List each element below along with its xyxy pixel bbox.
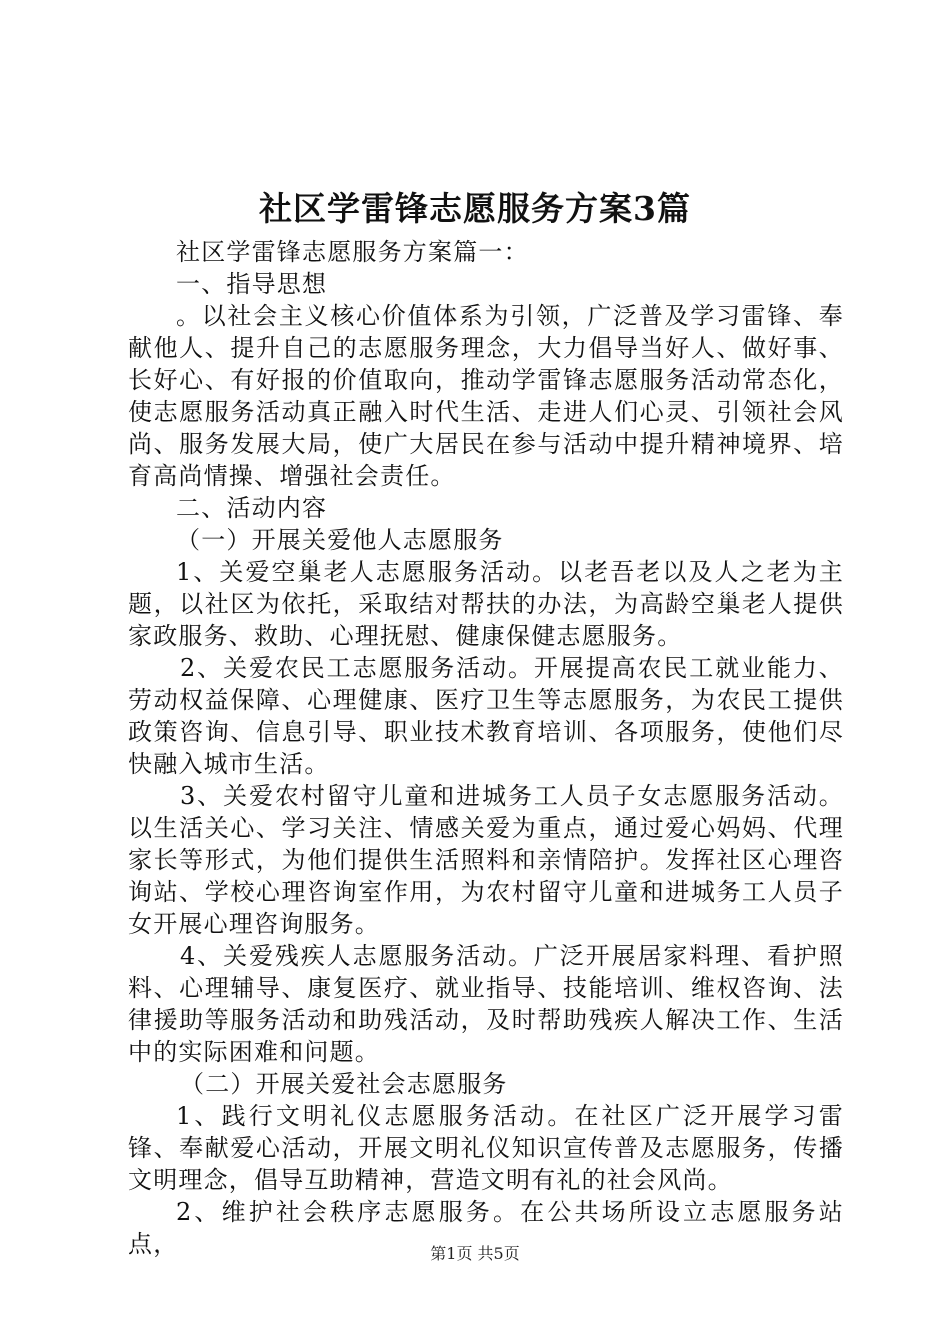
paragraph-left-behind-children: 3、关爱农村留守儿童和进城务工人员子女志愿服务活动。以生活关心、学习关注、情感关爱为重点，通过爱心妈妈、代理家长等形式，为他们提供生活照料和亲情陪护。发挥社区心理咨询站、学校心理咨询室作用，为农村留守儿童和进城务工人员子女开展心理咨询服务。 — [128, 782, 844, 938]
paragraph-migrant-workers: 2、关爱农民工志愿服务活动。开展提高农民工就业能力、劳动权益保障、心理健康、医疗卫生等志愿服务，为农民工提供政策咨询、信息引导、职业技术教育培训、各项服务，使他们尽快融入城市生活。 — [128, 654, 844, 778]
subheading-care-others: （一）开展关爱他人志愿服务 — [176, 526, 504, 554]
document-body — [128, 236, 844, 1260]
paragraph-disabled-people: 4、关爱残疾人志愿服务活动。广泛开展居家料理、看护照料、心理辅导、康复医疗、就业指导、技能培训、维权咨询、法律援助等服务活动和助残活动，及时帮助残疾人解决工作、生活中的实际困难和问题。 — [128, 942, 844, 1066]
heading-guiding-thought: 一、指导思想 — [176, 270, 328, 298]
paragraph-civil-etiquette: 1、践行文明礼仪志愿服务活动。在社区广泛开展学习雷锋、奉献爱心活动，开展文明礼仪知识宣传普及志愿服务，传播文明理念，倡导互助精神，营造文明有礼的社会风尚。 — [128, 1102, 844, 1194]
section-intro: 社区学雷锋志愿服务方案篇一： — [176, 238, 529, 266]
document-title: 社区学雷锋志愿服务方案3篇 — [259, 189, 691, 228]
page-footer: 第1页 共5页 — [430, 1244, 520, 1263]
paragraph-empty-nest-elderly: 1、关爱空巢老人志愿服务活动。以老吾老以及人之老为主题，以社区为依托，采取结对帮扶的办法，为高龄空巢老人提供家政服务、救助、心理抚慰、健康保健志愿服务。 — [128, 558, 844, 650]
heading-activity-content: 二、活动内容 — [176, 494, 328, 522]
paragraph-social-order: 2、维护社会秩序志愿服务。在公共场所设立志愿服务站点， — [128, 1198, 844, 1258]
subheading-care-society: （二）开展关爱社会志愿服务 — [180, 1070, 508, 1098]
paragraph-guiding-thought: 。以社会主义核心价值体系为引领，广泛普及学习雷锋、奉献他人、提升自己的志愿服务理念，大力倡导当好人、做好事、长好心、有好报的价值取向，推动学雷锋志愿服务活动常态化，使志愿服务活动真正融入时代生活、走进人们心灵、引领社会风尚、服务发展大局，使广大居民在参与活动中提升精神境界、培育高尚情操、增强社会责任。 — [128, 302, 844, 490]
